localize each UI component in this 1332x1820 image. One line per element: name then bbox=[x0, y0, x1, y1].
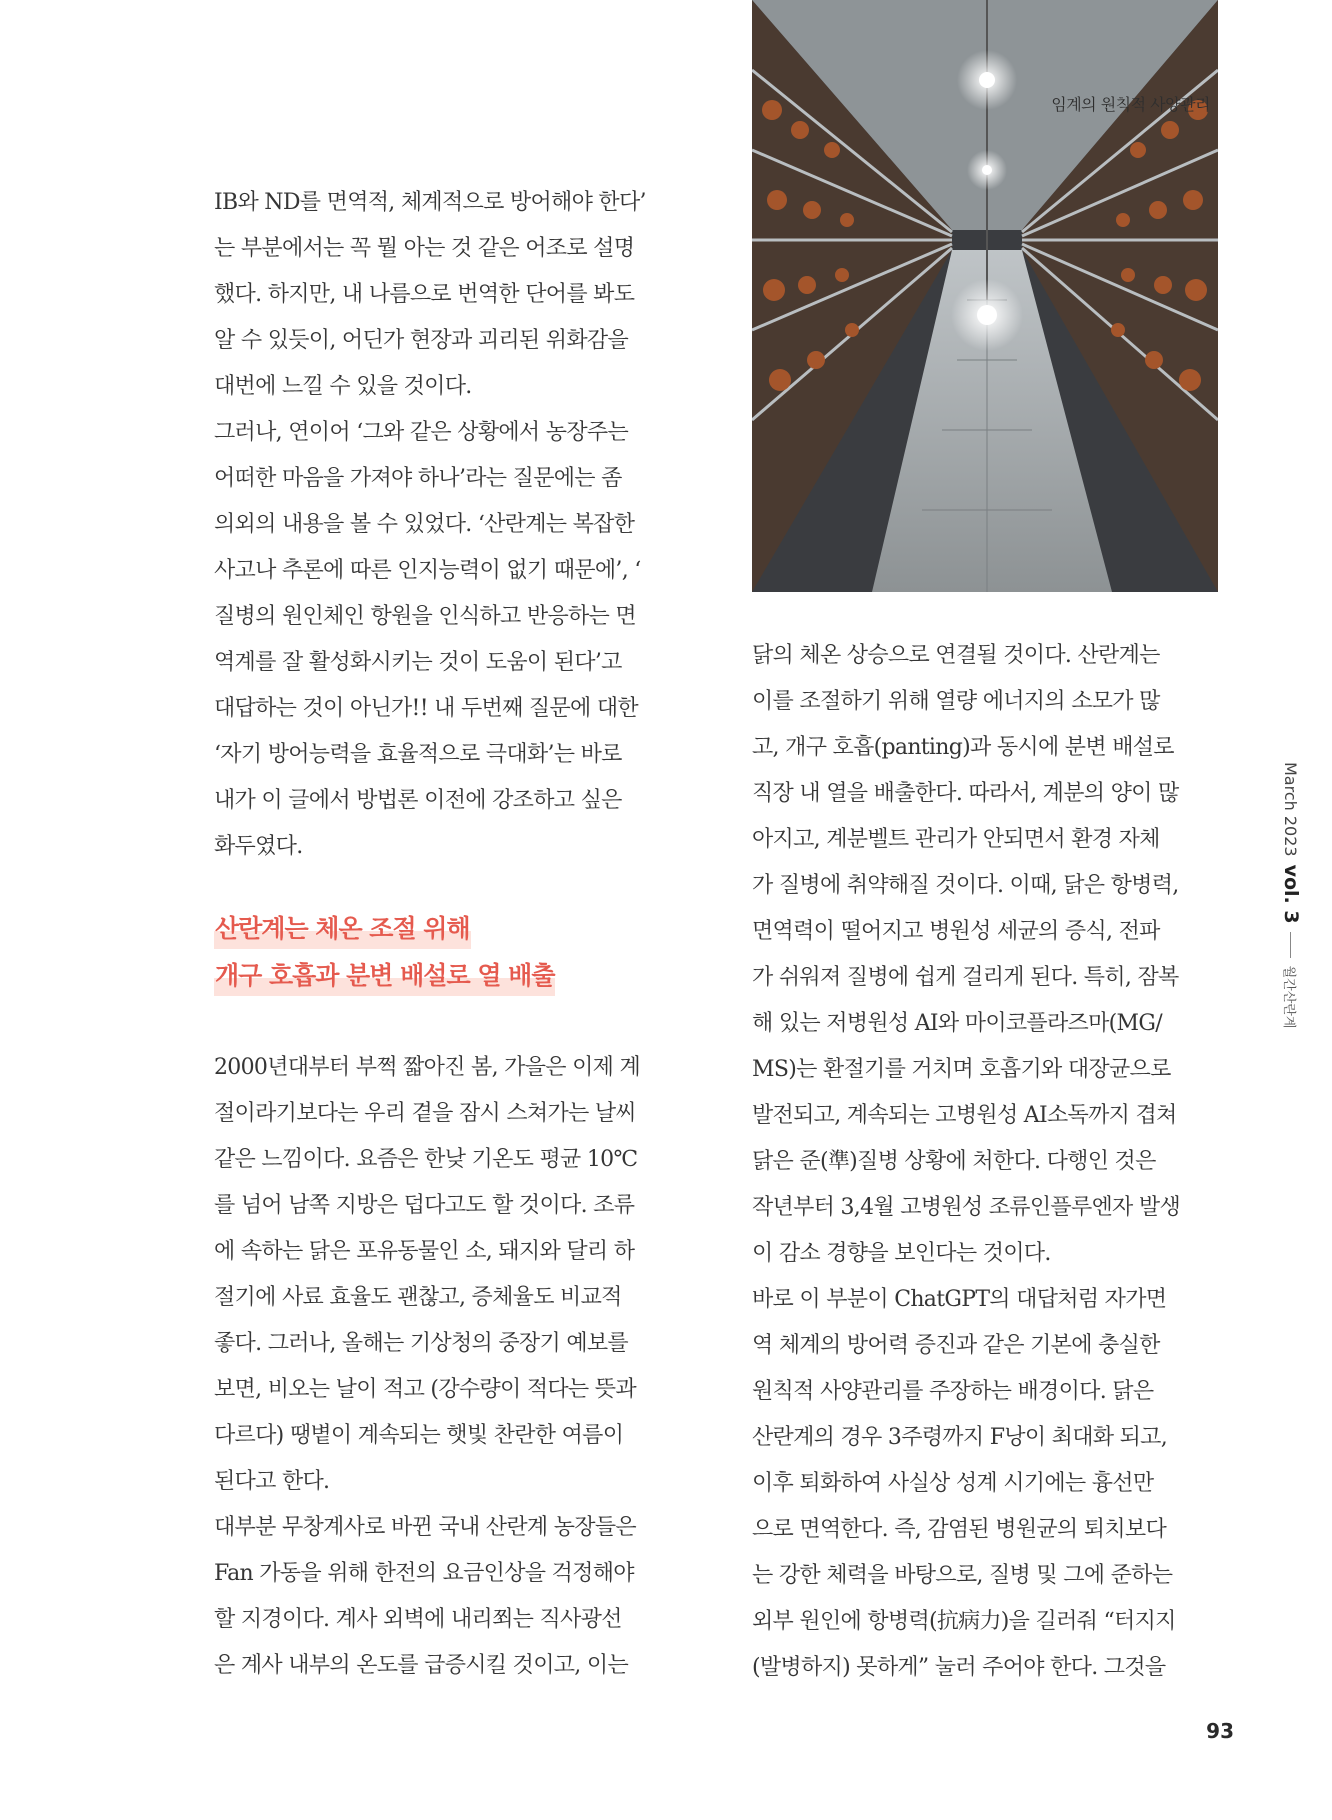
text-line: Fan 가동을 위해 한전의 요금인상을 걱정해야 bbox=[214, 1561, 634, 1586]
paragraph bbox=[752, 1277, 1232, 1691]
text-line: 할 지경이다. 계사 외벽에 내리쬐는 직사광선 bbox=[214, 1607, 622, 1632]
left-column-lower bbox=[214, 1045, 694, 1689]
text-line: 면역력이 떨어지고 병원성 세균의 증식, 전파 bbox=[752, 919, 1160, 944]
text-line: 는 강한 체력을 바탕으로, 질병 및 그에 준하는 bbox=[752, 1563, 1173, 1588]
issue-date: March 2023 bbox=[1281, 762, 1301, 857]
text-line: 으로 면역한다. 즉, 감염된 병원균의 퇴치보다 bbox=[752, 1517, 1166, 1542]
text-line: 대답하는 것이 아닌가!! 내 두번째 질문에 대한 bbox=[214, 696, 638, 721]
text-line: 같은 느낌이다. 요즘은 한낮 기온도 평균 10℃ bbox=[214, 1147, 638, 1172]
issue-volume: vol. 3 bbox=[1280, 864, 1302, 924]
text-line: 화두였다. bbox=[214, 834, 303, 859]
text-line: 산란계의 경우 3주령까지 F낭이 최대화 되고, bbox=[752, 1425, 1168, 1450]
text-line: 보면, 비오는 날이 적고 (강수량이 적다는 뜻과 bbox=[214, 1377, 636, 1402]
text-line: 원칙적 사양관리를 주장하는 배경이다. 닭은 bbox=[752, 1379, 1154, 1404]
text-line: 어떠한 마음을 가져야 하나’라는 질문에는 좀 bbox=[214, 466, 622, 491]
paragraph bbox=[752, 633, 1232, 1277]
photo-caption: 임계의 원칙적 사양관리 bbox=[1051, 95, 1210, 114]
text-line: 했다. 하지만, 내 나름으로 번역한 단어를 봐도 bbox=[214, 282, 635, 307]
paragraph bbox=[214, 410, 694, 870]
text-line: 는 부분에서는 꼭 뭘 아는 것 같은 어조로 설명 bbox=[214, 236, 635, 261]
paragraph bbox=[214, 180, 694, 410]
text-line: 가 질병에 취약해질 것이다. 이때, 닭은 항병력, bbox=[752, 873, 1179, 898]
text-line: 이후 퇴화하여 사실상 성계 시기에는 흉선만 bbox=[752, 1471, 1154, 1496]
text-line: 바로 이 부분이 ChatGPT의 대답처럼 자가면 bbox=[752, 1287, 1167, 1312]
section-heading bbox=[214, 909, 555, 1003]
paragraph bbox=[214, 1045, 694, 1505]
text-line: 직장 내 열을 배출한다. 따라서, 계분의 양이 많 bbox=[752, 781, 1179, 806]
text-line: 된다고 한다. bbox=[214, 1469, 330, 1494]
text-line: 해 있는 저병원성 AI와 마이코플라즈마(MG/ bbox=[752, 1011, 1162, 1036]
text-line: 대번에 느낄 수 있을 것이다. bbox=[214, 374, 472, 399]
text-line: 아지고, 계분벨트 관리가 안되면서 환경 자체 bbox=[752, 827, 1160, 852]
text-line: 의외의 내용을 볼 수 있었다. ‘산란계는 복잡한 bbox=[214, 512, 635, 537]
heading-line: 개구 호흡과 분변 배설로 열 배출 bbox=[214, 956, 555, 996]
text-line: 이를 조절하기 위해 열량 에너지의 소모가 많 bbox=[752, 689, 1160, 714]
poultry-aisle-illustration bbox=[752, 0, 1218, 592]
text-line: 고, 개구 호흡(panting)과 동시에 분변 배설로 bbox=[752, 735, 1174, 760]
text-line: 역계를 잘 활성화시키는 것이 도움이 된다’고 bbox=[214, 650, 622, 675]
text-line: 절이라기보다는 우리 곁을 잠시 스쳐가는 날씨 bbox=[214, 1101, 636, 1126]
page-number: 93 bbox=[1206, 1719, 1234, 1743]
text-line: 은 계사 내부의 온도를 급증시킬 것이고, 이는 bbox=[214, 1653, 628, 1678]
text-line: 가 쉬워져 질병에 쉽게 걸리게 된다. 특히, 잠복 bbox=[752, 965, 1179, 990]
text-line: IB와 ND를 면역적, 체계적으로 방어해야 한다’ bbox=[214, 190, 646, 215]
text-line: 내가 이 글에서 방법론 이전에 강조하고 싶은 bbox=[214, 788, 622, 813]
text-line: 2000년대부터 부쩍 짧아진 봄, 가을은 이제 계 bbox=[214, 1055, 641, 1080]
text-line: 이 감소 경향을 보인다는 것이다. bbox=[752, 1241, 1051, 1266]
text-line: 외부 원인에 항병력(抗病力)을 길러줘 “터지지 bbox=[752, 1609, 1176, 1634]
text-line: 역 체계의 방어력 증진과 같은 기본에 충실한 bbox=[752, 1333, 1160, 1358]
heading-line: 산란계는 체온 조절 위해 bbox=[214, 909, 471, 949]
text-line: 작년부터 3,4월 고병원성 조류인플루엔자 발생 bbox=[752, 1195, 1180, 1220]
text-line: 대부분 무창계사로 바뀐 국내 산란계 농장들은 bbox=[214, 1515, 636, 1540]
side-divider bbox=[1291, 932, 1292, 958]
text-line: 그러나, 연이어 ‘그와 같은 상황에서 농장주는 bbox=[214, 420, 628, 445]
text-line: 질병의 원인체인 항원을 인식하고 반응하는 면 bbox=[214, 604, 636, 629]
text-line: MS)는 환절기를 거치며 호흡기와 대장균으로 bbox=[752, 1057, 1171, 1082]
magazine-name: 월간산란계 bbox=[1281, 965, 1297, 1029]
text-line: 닭은 준(準)질병 상황에 처한다. 다행인 것은 bbox=[752, 1149, 1156, 1174]
text-line: 다르다) 땡볕이 계속되는 햇빛 찬란한 여름이 bbox=[214, 1423, 624, 1448]
right-column bbox=[752, 633, 1232, 1691]
left-column bbox=[214, 180, 694, 870]
text-line: ‘자기 방어능력을 효율적으로 극대화’는 바로 bbox=[214, 742, 622, 767]
issue-side-tab bbox=[1270, 762, 1310, 1029]
text-line: 좋다. 그러나, 올해는 기상청의 중장기 예보를 bbox=[214, 1331, 628, 1356]
text-line: 에 속하는 닭은 포유동물인 소, 돼지와 달리 하 bbox=[214, 1239, 635, 1264]
text-line: (발병하지) 못하게” 눌러 주어야 한다. 그것을 bbox=[752, 1655, 1166, 1680]
text-line: 알 수 있듯이, 어딘가 현장과 괴리된 위화감을 bbox=[214, 328, 628, 353]
text-line: 사고나 추론에 따른 인지능력이 없기 때문에’, ‘ bbox=[214, 558, 641, 583]
text-line: 닭의 체온 상승으로 연결될 것이다. 산란계는 bbox=[752, 643, 1160, 668]
paragraph bbox=[214, 1505, 694, 1689]
text-line: 발전되고, 계속되는 고병원성 AI소독까지 겹쳐 bbox=[752, 1103, 1177, 1128]
text-line: 절기에 사료 효율도 괜찮고, 증체율도 비교적 bbox=[214, 1285, 622, 1310]
poultry-house-photo bbox=[752, 0, 1218, 592]
text-line: 를 넘어 남쪽 지방은 덥다고도 할 것이다. 조류 bbox=[214, 1193, 635, 1218]
